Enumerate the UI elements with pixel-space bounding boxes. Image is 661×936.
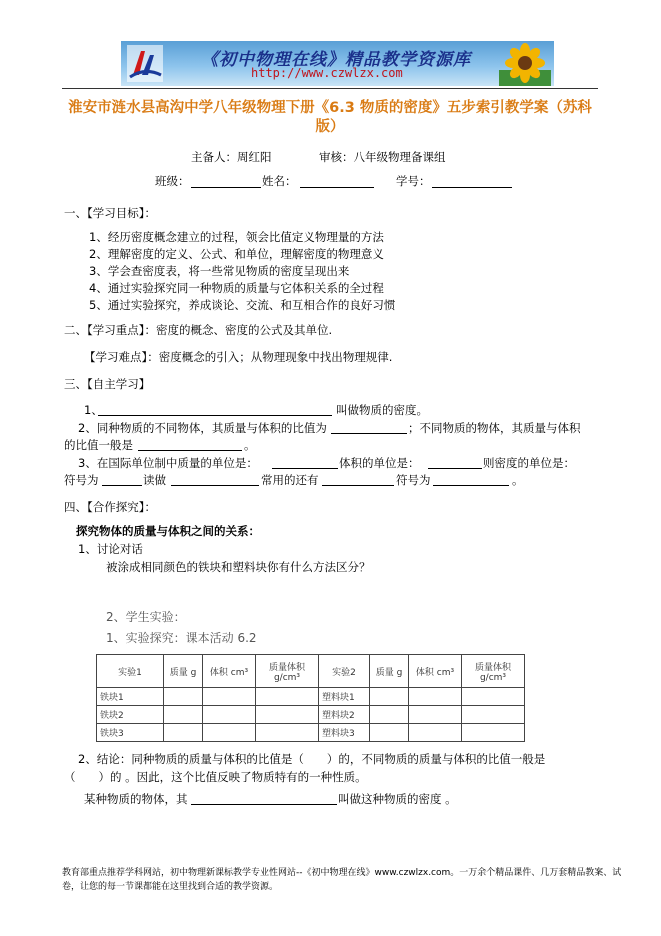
section-key-points: 二、【学习重点】：密度的概念、密度的公式及其单位. [64,323,333,337]
discuss-question: 被涂成相同颜色的铁块和塑料块你有什么方法区分？ [106,560,371,574]
definition-text-a: 某种物质的物体，其 [84,792,188,806]
q2-blank-2[interactable] [138,438,242,451]
section-goals-title: 一、【学习目标】： [64,206,156,220]
sunflower-icon [499,42,551,86]
table-cell[interactable] [462,706,525,724]
q3-text-h: 。 [512,473,524,487]
q1-suffix: 叫做物质的密度。 [336,403,428,417]
table-cell[interactable] [462,688,525,706]
q3-blank-3[interactable] [102,473,142,486]
table-row [97,706,525,724]
header-divider [62,88,598,89]
experiment-table [96,654,525,742]
q3-text-a: 3、在国际单位制中质量的单位是： [78,456,258,470]
section-cooperation-title: 四、【合作探究】： [64,500,156,514]
q1-prefix: 1、 [84,403,103,417]
q3-text-g: 符号为 [396,473,431,487]
table-cell[interactable] [256,706,319,724]
table-header-row [97,655,525,688]
table-cell[interactable] [370,706,409,724]
header-banner [121,41,554,86]
q2-text-c: 的比值一般是 [64,438,133,452]
name-blank[interactable] [300,175,374,188]
goal-2: 2、理解密度的定义、公式、和单位，理解密度的物理意义 [89,247,384,261]
table-header-cell: 质量 g [164,655,203,688]
goal-5: 5、通过实验探究，养成谈论、交流、和互相合作的良好习惯 [89,298,396,312]
q3-blank-1[interactable] [272,456,338,469]
table-cell[interactable] [164,688,203,706]
conclusion-line-1: 2、结论：同种物质的质量与体积的比值是（ ）的，不同物质的质量与体积的比值一般是 [78,752,546,766]
table-cell[interactable] [164,724,203,742]
table-cell: 塑料块1 [319,688,370,706]
table-cell: 铁块1 [97,688,164,706]
section-self-study-title: 三、【自主学习】 [64,377,151,391]
id-blank[interactable] [432,175,512,188]
table-cell[interactable] [203,688,256,706]
table-cell: 铁块3 [97,724,164,742]
experiment-title: 1、实验探究：课本活动 6.2 [106,631,257,645]
table-cell: 铁块2 [97,706,164,724]
conclusion-line-2: （ ）的 。因此，这个比值反映了物质特有的一种性质。 [64,770,367,784]
discuss-title: 1、讨论对话 [78,542,143,556]
id-label: 学号： [396,174,431,188]
table-cell[interactable] [203,724,256,742]
document-title: 淮安市涟水县高沟中学八年级物理下册《6.3 物质的密度》五步索引教学案（苏科版） [68,100,592,135]
table-cell[interactable] [409,724,462,742]
table-cell: 塑料块3 [319,724,370,742]
table-cell[interactable] [462,724,525,742]
q1-blank[interactable] [98,403,332,416]
experiment-subtitle: 2、学生实验： [106,610,186,624]
table-header-cell: 体积 cm³ [409,655,462,688]
table-cell[interactable] [370,724,409,742]
q3-text-c: 则密度的单位是： [483,456,575,470]
goal-3: 3、学会查密度表，将一些常见物质的密度呈现出来 [89,264,350,278]
q2-blank-1[interactable] [331,421,407,434]
q3-blank-5[interactable] [322,473,394,486]
q2-text-a: 2、同种物质的不同物体，其质量与体积的比值为 [78,421,327,435]
table-row [97,688,525,706]
table-header-cell: 实验1 [97,655,164,688]
table-cell[interactable] [370,688,409,706]
table-cell: 塑料块2 [319,706,370,724]
explore-title: 探究物体的质量与体积之间的关系： [76,524,260,538]
definition-blank[interactable] [191,792,337,805]
q2-text-d: 。 [244,438,256,452]
difficulty: 【学习难点】：密度概念的引入；从物理现象中找出物理规律. [84,350,393,364]
banner-url[interactable]: http://www.czwlzx.com [251,66,403,80]
table-cell[interactable] [256,688,319,706]
name-label: 姓名： [262,174,297,188]
q3-blank-4[interactable] [171,473,259,486]
goal-4: 4、通过实验探究同一种物质的质量与它体积关系的全过程 [89,281,384,295]
footer-note: 教育部重点推荐学科网站，初中物理新课标教学专业性网站--《初中物理在线》www.czwlzx.com。一万余个精品课件、几万套精品教案、试卷，让您的每一节课都能在这里找到合适的教学资源。 [62,868,622,892]
table-cell[interactable] [409,706,462,724]
table-header-cell: 质量体积 g/cm³ [256,655,319,688]
reviewer: 审核：八年级物理备课组 [319,150,446,164]
table-cell[interactable] [409,688,462,706]
preparer: 主备人：周红阳 [191,150,272,164]
table-header-cell: 质量 g [370,655,409,688]
definition-text-b: 叫做这种物质的密度 。 [338,792,457,806]
q3-blank-6[interactable] [433,473,509,486]
q3-text-f: 常用的还有 [261,473,319,487]
logo-icon [127,45,163,82]
table-cell[interactable] [164,706,203,724]
table-row [97,724,525,742]
table-header-cell: 实验2 [319,655,370,688]
q3-blank-2[interactable] [428,456,482,469]
table-header-cell: 质量体积 g/cm³ [462,655,525,688]
class-blank[interactable] [191,175,261,188]
q3-text-d: 符号为 [64,473,99,487]
banner-title: 《初中物理在线》精品教学资源库 [201,50,471,70]
table-header-cell: 体积 cm³ [203,655,256,688]
goal-1: 1、经历密度概念建立的过程，领会比值定义物理量的方法 [89,230,384,244]
table-cell[interactable] [256,724,319,742]
q3-text-b: 体积的单位是： [339,456,420,470]
class-label: 班级： [155,174,190,188]
q3-text-e: 读做 [143,473,166,487]
q2-text-b: ；不同物质的物体，其质量与体积 [408,421,581,435]
table-cell[interactable] [203,706,256,724]
